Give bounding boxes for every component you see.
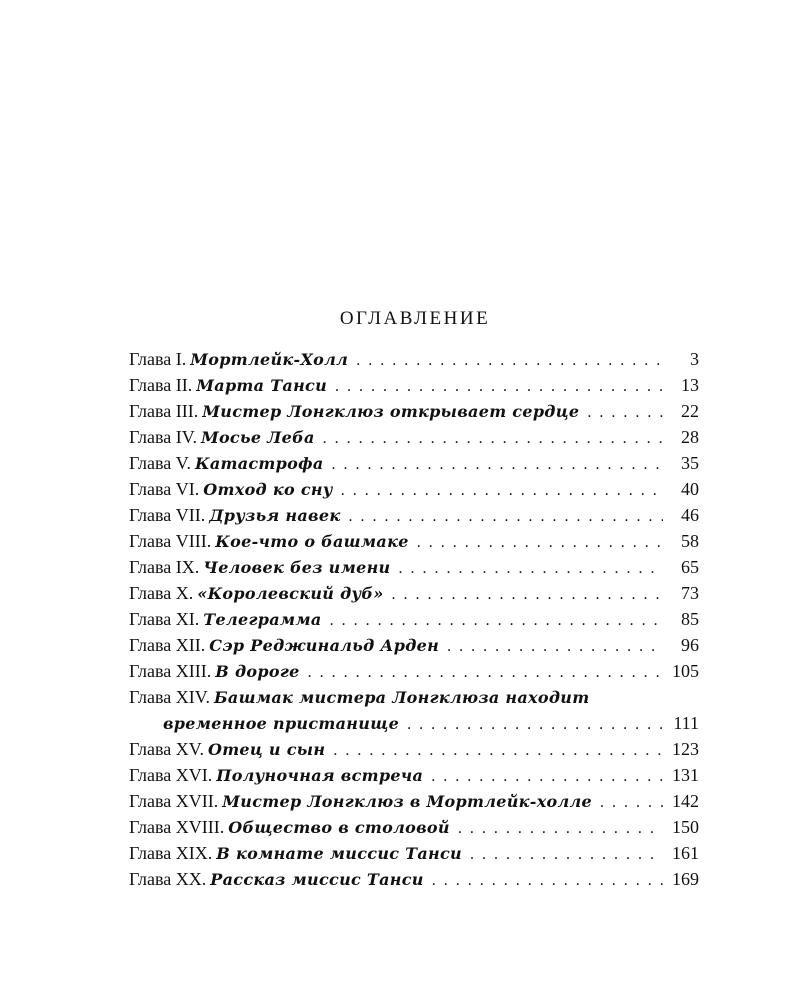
dot-leader (439, 634, 663, 660)
page-number: 142 (672, 791, 699, 811)
chapter-title: Общество в столовой (228, 818, 450, 837)
dot-leader (450, 816, 663, 842)
chapter-title: Кое-что о башмаке (215, 532, 409, 551)
chapter-title: Телеграмма (203, 610, 322, 629)
chapter-label: Глава XX. (129, 869, 207, 889)
dot-leader (333, 478, 663, 504)
dot-leader (325, 738, 663, 764)
page-number: 73 (681, 583, 699, 603)
chapter-title: Человек без имени (203, 558, 391, 577)
chapter-label: Глава VIII. (129, 531, 212, 551)
page-number: 3 (690, 349, 699, 369)
toc-entry (129, 814, 699, 840)
chapter-title: Башмак мистера Лонгклюза находит (213, 688, 590, 707)
chapter-label: Глава XVI. (129, 765, 213, 785)
chapter-title: Друзья навек (209, 506, 341, 525)
chapter-label: Глава XIX. (129, 843, 213, 863)
toc-entry-continuation (129, 710, 699, 736)
toc-entry (129, 866, 699, 892)
page-number: 96 (681, 635, 699, 655)
dot-leader (300, 660, 663, 686)
chapter-label: Глава V. (129, 453, 191, 473)
page-number: 85 (681, 609, 699, 629)
chapter-title: Марта Танси (196, 376, 328, 395)
page-number: 40 (681, 479, 699, 499)
toc-entry (129, 684, 699, 710)
dot-leader (384, 582, 663, 608)
chapter-title: Отец и сын (207, 740, 326, 759)
toc-entry (129, 476, 699, 502)
chapter-label: Глава XI. (129, 609, 200, 629)
toc-entry (129, 840, 699, 866)
chapter-label: Глава IV. (129, 427, 197, 447)
table-of-contents (129, 346, 699, 892)
chapter-title: Мистер Лонгклюз в Мортлейк-холле (222, 792, 593, 811)
chapter-title: Сэр Реджинальд Арден (209, 636, 440, 655)
dot-leader (348, 348, 663, 374)
dot-leader (322, 608, 663, 634)
chapter-title: Полуночная встреча (216, 766, 424, 785)
page-number: 28 (681, 427, 699, 447)
chapter-title: Мистер Лонгклюз открывает сердце (202, 402, 580, 421)
dot-leader (424, 868, 663, 894)
chapter-label: Глава XIII. (129, 661, 212, 681)
chapter-label: Глава III. (129, 401, 199, 421)
page-number: 111 (673, 713, 699, 733)
dot-leader (462, 842, 663, 868)
toc-entry (129, 528, 699, 554)
dot-leader (340, 504, 663, 530)
dot-leader (423, 764, 663, 790)
chapter-label: Глава I. (129, 349, 187, 369)
chapter-title: В комнате миссис Танси (216, 844, 462, 863)
toc-entry (129, 788, 699, 814)
page-number: 161 (672, 843, 699, 863)
page-number: 35 (681, 453, 699, 473)
chapter-label: Глава II. (129, 375, 193, 395)
chapter-title: «Королевский дуб» (197, 584, 384, 603)
dot-leader (315, 426, 663, 452)
dot-leader (327, 374, 663, 400)
dot-leader (579, 400, 663, 426)
toc-entry (129, 632, 699, 658)
chapter-title: Мосье Леба (200, 428, 315, 447)
toc-heading: ОГЛАВЛЕНИЕ (339, 308, 491, 329)
chapter-title: Катастрофа (194, 454, 324, 473)
page-number: 46 (681, 505, 699, 525)
chapter-title: Рассказ миссис Танси (210, 870, 424, 889)
chapter-title: Мортлейк-Холл (190, 350, 349, 369)
toc-entry (129, 658, 699, 684)
page-number: 58 (681, 531, 699, 551)
chapter-label: Глава IX. (129, 557, 200, 577)
chapter-label: Глава XV. (129, 739, 204, 759)
toc-entry (129, 372, 699, 398)
page-number: 13 (681, 375, 699, 395)
page-number: 105 (672, 661, 699, 681)
toc-entry (129, 554, 699, 580)
page-number: 123 (672, 739, 699, 759)
toc-entry (129, 606, 699, 632)
toc-entry (129, 502, 699, 528)
toc-entry (129, 450, 699, 476)
chapter-label: Глава VII. (129, 505, 206, 525)
toc-entry (129, 424, 699, 450)
chapter-label: Глава VI. (129, 479, 200, 499)
toc-entry (129, 736, 699, 762)
chapter-title: Отход ко сну (203, 480, 333, 499)
page-number: 131 (672, 765, 699, 785)
toc-entry (129, 762, 699, 788)
dot-leader (592, 790, 663, 816)
dot-leader (399, 712, 663, 738)
chapter-label: Глава XIV. (129, 687, 210, 707)
page-number: 65 (681, 557, 699, 577)
chapter-label: Глава XII. (129, 635, 206, 655)
chapter-title: В дороге (215, 662, 300, 681)
page-number: 22 (681, 401, 699, 421)
dot-leader (324, 452, 663, 478)
toc-entry (129, 398, 699, 424)
chapter-title-continuation: временное пристанище (163, 714, 400, 733)
dot-leader (409, 530, 663, 556)
toc-entry (129, 346, 699, 372)
toc-entry (129, 580, 699, 606)
dot-leader (390, 556, 663, 582)
chapter-label: Глава X. (129, 583, 194, 603)
chapter-label: Глава XVII. (129, 791, 219, 811)
page-number: 169 (672, 869, 699, 889)
page-number: 150 (672, 817, 699, 837)
chapter-label: Глава XVIII. (129, 817, 225, 837)
